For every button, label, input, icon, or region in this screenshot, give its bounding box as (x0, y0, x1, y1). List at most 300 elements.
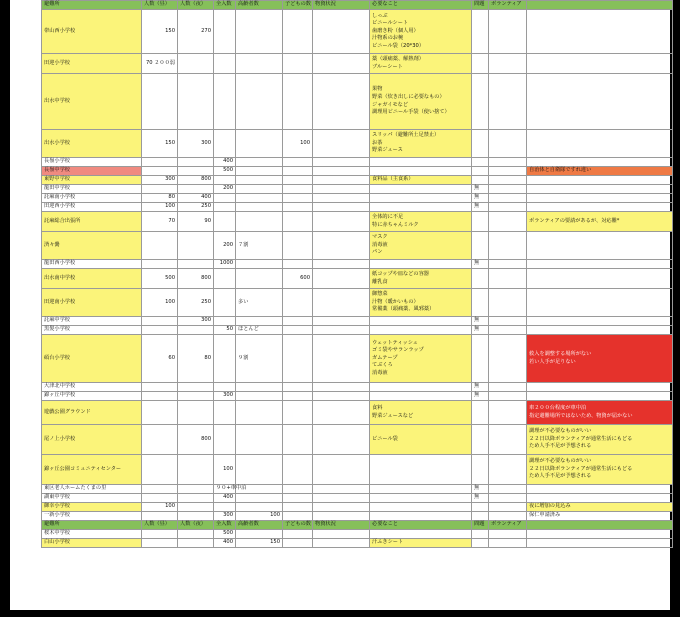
cell-day-count[interactable] (142, 539, 178, 548)
cell-shelter[interactable]: 桜木中学校 (42, 530, 142, 539)
cell-children-count[interactable]: 100 (283, 130, 313, 158)
column-header-needs[interactable]: 必要なこと (370, 521, 472, 530)
cell-children-count[interactable] (283, 74, 313, 130)
cell-notes[interactable]: 車２００台程度が車中泊 指定避難場所ではないため、物資が届かない (527, 401, 673, 425)
cell-volunteer[interactable] (489, 130, 527, 158)
cell-supplies-status[interactable] (313, 392, 370, 401)
cell-shelter[interactable]: 出水中学校 (42, 74, 142, 130)
cell-volunteer[interactable] (489, 176, 527, 185)
cell-volunteer[interactable] (489, 392, 527, 401)
cell-shelter[interactable]: 尾ノ上小学校 (42, 425, 142, 455)
cell-children-count[interactable] (283, 317, 313, 326)
cell-needs[interactable]: 汗ふきシート (370, 539, 472, 548)
cell-volunteer[interactable] (489, 530, 527, 539)
cell-elderly-count[interactable] (236, 167, 283, 176)
column-header-volunteer[interactable]: ボランティア (489, 1, 527, 10)
cell-night-count[interactable]: 400 (178, 194, 214, 203)
cell-shelter[interactable]: 託麻南小学校 (42, 194, 142, 203)
cell-night-count[interactable]: 250 (178, 203, 214, 212)
column-header-day-count[interactable]: 人数（昼） (142, 521, 178, 530)
cell-shelter[interactable]: 龍田中学校 (42, 185, 142, 194)
cell-night-count[interactable]: 300 (178, 317, 214, 326)
cell-total-count[interactable] (214, 383, 236, 392)
cell-total-count[interactable] (214, 401, 236, 425)
cell-total-count[interactable]: 300 (214, 512, 236, 521)
cell-supplies-status[interactable] (313, 167, 370, 176)
cell-children-count[interactable] (283, 539, 313, 548)
cell-volunteer[interactable] (489, 212, 527, 232)
cell-needs[interactable] (370, 185, 472, 194)
cell-children-count[interactable] (283, 512, 313, 521)
cell-children-count[interactable]: 600 (283, 269, 313, 289)
cell-supplies-status[interactable] (313, 494, 370, 503)
cell-volunteer[interactable] (489, 167, 527, 176)
cell-day-count[interactable] (142, 425, 178, 455)
cell-problem[interactable] (472, 539, 489, 548)
cell-day-count[interactable] (142, 232, 178, 260)
cell-shelter[interactable]: 東区老人ホームたくまの里 (42, 485, 142, 494)
cell-problem[interactable] (472, 335, 489, 383)
cell-children-count[interactable] (283, 530, 313, 539)
cell-shelter[interactable]: 田迎小学校 (42, 54, 142, 74)
cell-elderly-count[interactable] (236, 54, 283, 74)
cell-needs[interactable] (370, 167, 472, 176)
column-header-total-count[interactable]: 全入数 (214, 1, 236, 10)
cell-supplies-status[interactable] (313, 317, 370, 326)
cell-needs[interactable]: 食料品（主食系） (370, 176, 472, 185)
cell-day-count[interactable] (142, 383, 178, 392)
cell-needs[interactable] (370, 455, 472, 485)
cell-shelter[interactable]: 託麻総合出張所 (42, 212, 142, 232)
cell-day-count[interactable]: 80 (142, 194, 178, 203)
cell-children-count[interactable] (283, 54, 313, 74)
cell-notes[interactable] (527, 232, 673, 260)
cell-elderly-count[interactable] (236, 530, 283, 539)
cell-supplies-status[interactable] (313, 203, 370, 212)
cell-supplies-status[interactable] (313, 130, 370, 158)
cell-day-count[interactable]: 70 ２００弱 (142, 54, 178, 74)
cell-notes[interactable]: 夜に増加の見込み (527, 503, 673, 512)
cell-needs[interactable]: スリッパ（避難所土足禁止） お茶 野菜ジュース (370, 130, 472, 158)
column-header-supplies-status[interactable]: 物資状況 (313, 1, 370, 10)
cell-night-count[interactable]: 270 (178, 10, 214, 54)
cell-problem[interactable]: 無 (472, 185, 489, 194)
cell-night-count[interactable] (178, 485, 214, 494)
cell-supplies-status[interactable] (313, 194, 370, 203)
cell-night-count[interactable]: 800 (178, 269, 214, 289)
cell-needs[interactable]: 食料 野菜ジュースなど (370, 401, 472, 425)
column-header-shelter[interactable]: 避難所 (42, 521, 142, 530)
cell-shelter[interactable]: 御幸小学校 (42, 503, 142, 512)
cell-needs[interactable]: 薬（頭痛薬、解熱剤） ブルーシート (370, 54, 472, 74)
cell-shelter[interactable]: 大津北中学校 (42, 383, 142, 392)
cell-elderly-count[interactable] (236, 194, 283, 203)
cell-day-count[interactable]: 100 (142, 503, 178, 512)
cell-night-count[interactable] (178, 158, 214, 167)
cell-supplies-status[interactable] (313, 212, 370, 232)
cell-day-count[interactable]: 100 (142, 289, 178, 317)
cell-night-count[interactable] (178, 512, 214, 521)
cell-problem[interactable] (472, 10, 489, 54)
cell-problem[interactable] (472, 167, 489, 176)
column-header-problem[interactable]: 問題 (472, 1, 489, 10)
cell-shelter[interactable]: 錦ヶ丘公園コミュニティセンター (42, 455, 142, 485)
column-header-volunteer[interactable]: ボランティア (489, 521, 527, 530)
cell-shelter[interactable]: 碩台小学校 (42, 335, 142, 383)
cell-children-count[interactable] (283, 503, 313, 512)
cell-day-count[interactable] (142, 530, 178, 539)
cell-notes[interactable] (527, 317, 673, 326)
cell-day-count[interactable] (142, 401, 178, 425)
cell-volunteer[interactable] (489, 326, 527, 335)
column-header-elderly-count[interactable]: 高齢者数 (236, 521, 283, 530)
cell-shelter[interactable]: 東野中学校 (42, 176, 142, 185)
cell-total-count[interactable] (214, 269, 236, 289)
cell-shelter[interactable]: 田迎南小学校 (42, 289, 142, 317)
cell-total-count[interactable] (214, 317, 236, 326)
cell-elderly-count[interactable] (236, 455, 283, 485)
cell-night-count[interactable] (178, 503, 214, 512)
cell-needs[interactable] (370, 260, 472, 269)
cell-total-count[interactable] (214, 212, 236, 232)
cell-elderly-count[interactable] (236, 317, 283, 326)
cell-children-count[interactable] (283, 335, 313, 383)
cell-notes[interactable]: 調理が不必要なものがいい ２２日以降ボランティアが通常生活にもどる ため人手不足が予想される (527, 455, 673, 485)
cell-supplies-status[interactable] (313, 485, 370, 494)
cell-needs[interactable]: 果物 野菜（炊き出しに必要なもの） ジャガイモなど 調理用ビニール手袋（使い捨て） (370, 74, 472, 130)
cell-total-count[interactable]: 400 (214, 494, 236, 503)
cell-volunteer[interactable] (489, 425, 527, 455)
cell-elderly-count[interactable]: 100 (236, 512, 283, 521)
cell-problem[interactable]: 無 (472, 392, 489, 401)
cell-notes[interactable] (527, 494, 673, 503)
cell-supplies-status[interactable] (313, 401, 370, 425)
cell-notes[interactable] (527, 74, 673, 130)
cell-children-count[interactable] (283, 289, 313, 317)
cell-supplies-status[interactable] (313, 269, 370, 289)
cell-problem[interactable] (472, 176, 489, 185)
cell-shelter[interactable]: 錦ヶ丘中学校 (42, 392, 142, 401)
cell-supplies-status[interactable] (313, 289, 370, 317)
cell-needs[interactable] (370, 317, 472, 326)
cell-volunteer[interactable] (489, 260, 527, 269)
cell-elderly-count[interactable] (236, 130, 283, 158)
column-header-day-count[interactable]: 人数（昼） (142, 1, 178, 10)
cell-supplies-status[interactable] (313, 425, 370, 455)
cell-elderly-count[interactable] (236, 260, 283, 269)
cell-shelter[interactable]: 湖東中学校 (42, 494, 142, 503)
cell-children-count[interactable] (283, 494, 313, 503)
cell-day-count[interactable]: 100 (142, 203, 178, 212)
cell-children-count[interactable] (283, 455, 313, 485)
cell-children-count[interactable] (283, 232, 313, 260)
cell-notes[interactable] (527, 130, 673, 158)
cell-total-count[interactable] (214, 194, 236, 203)
cell-volunteer[interactable] (489, 383, 527, 392)
cell-problem[interactable] (472, 425, 489, 455)
cell-notes[interactable] (527, 530, 673, 539)
cell-elderly-count[interactable] (236, 494, 283, 503)
cell-needs[interactable] (370, 512, 472, 521)
column-header-supplies-status[interactable]: 物資状況 (313, 521, 370, 530)
cell-supplies-status[interactable] (313, 530, 370, 539)
cell-day-count[interactable] (142, 455, 178, 485)
cell-volunteer[interactable] (489, 485, 527, 494)
cell-night-count[interactable] (178, 260, 214, 269)
cell-elderly-count[interactable] (236, 74, 283, 130)
cell-day-count[interactable] (142, 494, 178, 503)
cell-needs[interactable] (370, 158, 472, 167)
cell-supplies-status[interactable] (313, 185, 370, 194)
cell-total-count[interactable] (214, 425, 236, 455)
cell-problem[interactable]: 無 (472, 494, 489, 503)
cell-needs[interactable]: 全体的に不足 特に赤ちゃんミルク (370, 212, 472, 232)
cell-problem[interactable]: 無 (472, 260, 489, 269)
column-header-elderly-count[interactable]: 高齢者数 (236, 1, 283, 10)
cell-night-count[interactable] (178, 383, 214, 392)
cell-notes[interactable] (527, 289, 673, 317)
cell-day-count[interactable] (142, 512, 178, 521)
cell-elderly-count[interactable] (236, 203, 283, 212)
cell-shelter[interactable]: 長嶺中学校 (42, 167, 142, 176)
cell-total-count[interactable] (214, 176, 236, 185)
cell-day-count[interactable] (142, 260, 178, 269)
cell-notes[interactable]: ボランティアの要請があるが、対応難* (527, 212, 673, 232)
cell-supplies-status[interactable] (313, 54, 370, 74)
cell-elderly-count[interactable] (236, 158, 283, 167)
cell-day-count[interactable] (142, 185, 178, 194)
cell-children-count[interactable] (283, 326, 313, 335)
cell-total-count[interactable]: 400 (214, 158, 236, 167)
cell-notes[interactable] (527, 485, 673, 494)
column-header-night-count[interactable]: 人数（夜） (178, 1, 214, 10)
cell-notes[interactable] (527, 185, 673, 194)
cell-problem[interactable] (472, 289, 489, 317)
cell-volunteer[interactable] (489, 539, 527, 548)
column-header-notes[interactable] (527, 521, 673, 530)
cell-volunteer[interactable] (489, 203, 527, 212)
cell-supplies-status[interactable] (313, 503, 370, 512)
cell-night-count[interactable] (178, 455, 214, 485)
cell-shelter[interactable]: 白山小学校 (42, 539, 142, 548)
cell-day-count[interactable]: 150 (142, 10, 178, 54)
cell-problem[interactable] (472, 158, 489, 167)
cell-elderly-count[interactable] (236, 212, 283, 232)
cell-notes[interactable]: 保仁申請済み (527, 512, 673, 521)
cell-night-count[interactable] (178, 232, 214, 260)
cell-elderly-count[interactable]: ７割 (236, 232, 283, 260)
cell-elderly-count[interactable] (236, 425, 283, 455)
cell-day-count[interactable] (142, 74, 178, 130)
cell-night-count[interactable] (178, 494, 214, 503)
cell-day-count[interactable] (142, 326, 178, 335)
cell-elderly-count[interactable] (236, 392, 283, 401)
cell-shelter[interactable]: 済々黌 (42, 232, 142, 260)
column-header-total-count[interactable]: 全入数 (214, 521, 236, 530)
cell-total-count[interactable]: 100 (214, 455, 236, 485)
cell-problem[interactable]: 無 (472, 203, 489, 212)
cell-night-count[interactable] (178, 167, 214, 176)
cell-day-count[interactable] (142, 485, 178, 494)
cell-total-count[interactable] (214, 289, 236, 317)
cell-notes[interactable] (527, 176, 673, 185)
cell-supplies-status[interactable] (313, 10, 370, 54)
cell-children-count[interactable] (283, 203, 313, 212)
cell-children-count[interactable] (283, 10, 313, 54)
cell-elderly-count[interactable]: 多い (236, 289, 283, 317)
cell-problem[interactable]: 無 (472, 317, 489, 326)
cell-night-count[interactable]: 250 (178, 289, 214, 317)
cell-children-count[interactable] (283, 383, 313, 392)
cell-volunteer[interactable] (489, 494, 527, 503)
cell-problem[interactable] (472, 401, 489, 425)
cell-volunteer[interactable] (489, 10, 527, 54)
cell-needs[interactable]: しっぷ ビニールシート 歯磨き粉（個人用） 汁物系のお椀 ビニール袋（20*30） (370, 10, 472, 54)
cell-elderly-count[interactable]: ９割 (236, 335, 283, 383)
column-header-children-count[interactable]: 子どもの数 (283, 1, 313, 10)
cell-volunteer[interactable] (489, 317, 527, 326)
cell-shelter[interactable]: 龍田西小学校 (42, 260, 142, 269)
cell-elderly-count[interactable] (236, 10, 283, 54)
cell-notes[interactable] (527, 392, 673, 401)
cell-shelter[interactable]: 託麻中学校 (42, 317, 142, 326)
cell-day-count[interactable] (142, 392, 178, 401)
column-header-problem[interactable]: 問題 (472, 521, 489, 530)
cell-needs[interactable] (370, 392, 472, 401)
cell-volunteer[interactable] (489, 158, 527, 167)
cell-needs[interactable]: ウェットティッシュ ゴミ袋やサランラップ ガムテープ てぶくろ 消毒液 (370, 335, 472, 383)
cell-elderly-count[interactable] (236, 401, 283, 425)
cell-total-count[interactable]: 300 (214, 392, 236, 401)
cell-volunteer[interactable] (489, 74, 527, 130)
cell-problem[interactable] (472, 232, 489, 260)
cell-elderly-count[interactable]: 150 (236, 539, 283, 548)
cell-supplies-status[interactable] (313, 74, 370, 130)
cell-total-count[interactable]: 200 (214, 232, 236, 260)
cell-children-count[interactable] (283, 158, 313, 167)
cell-total-count[interactable]: 50 (214, 326, 236, 335)
cell-day-count[interactable]: 70 (142, 212, 178, 232)
cell-needs[interactable]: ビニール袋 (370, 425, 472, 455)
cell-problem[interactable]: 無 (472, 326, 489, 335)
column-header-needs[interactable]: 必要なこと (370, 1, 472, 10)
cell-needs[interactable]: 御惣菜 汁物（暖かいもの） 常備薬（頭痛薬、風邪薬） (370, 289, 472, 317)
cell-supplies-status[interactable] (313, 335, 370, 383)
cell-notes[interactable] (527, 158, 673, 167)
cell-needs[interactable] (370, 503, 472, 512)
cell-needs[interactable]: マスク 消毒液 パン (370, 232, 472, 260)
cell-elderly-count[interactable] (236, 269, 283, 289)
cell-night-count[interactable] (178, 530, 214, 539)
cell-night-count[interactable]: 90 (178, 212, 214, 232)
cell-night-count[interactable] (178, 392, 214, 401)
cell-day-count[interactable]: 300 (142, 176, 178, 185)
cell-total-count[interactable] (214, 203, 236, 212)
cell-volunteer[interactable] (489, 401, 527, 425)
cell-day-count[interactable] (142, 167, 178, 176)
cell-children-count[interactable] (283, 176, 313, 185)
cell-notes[interactable] (527, 194, 673, 203)
cell-children-count[interactable] (283, 392, 313, 401)
cell-night-count[interactable] (178, 185, 214, 194)
cell-notes[interactable] (527, 326, 673, 335)
cell-volunteer[interactable] (489, 232, 527, 260)
cell-total-count[interactable]: ９０+車中泊 (214, 485, 236, 494)
cell-shelter[interactable]: 黒髪小学校 (42, 326, 142, 335)
cell-elderly-count[interactable] (236, 503, 283, 512)
cell-needs[interactable] (370, 194, 472, 203)
cell-notes[interactable] (527, 539, 673, 548)
cell-needs[interactable] (370, 494, 472, 503)
cell-supplies-status[interactable] (313, 260, 370, 269)
cell-problem[interactable] (472, 503, 489, 512)
cell-needs[interactable] (370, 203, 472, 212)
cell-notes[interactable] (527, 260, 673, 269)
cell-children-count[interactable] (283, 185, 313, 194)
column-header-children-count[interactable]: 子どもの数 (283, 521, 313, 530)
cell-shelter[interactable]: 出水小学校 (42, 130, 142, 158)
cell-night-count[interactable]: 80 (178, 335, 214, 383)
cell-children-count[interactable] (283, 194, 313, 203)
cell-children-count[interactable] (283, 401, 313, 425)
cell-supplies-status[interactable] (313, 383, 370, 392)
cell-children-count[interactable] (283, 212, 313, 232)
cell-notes[interactable]: 調理が不必要なものがいい ２２日以降ボランティアが通常生活にもどる ため人手不足が予想される (527, 425, 673, 455)
cell-problem[interactable] (472, 130, 489, 158)
cell-day-count[interactable] (142, 317, 178, 326)
cell-night-count[interactable] (178, 401, 214, 425)
column-header-shelter[interactable]: 避難所 (42, 1, 142, 10)
cell-total-count[interactable]: 200 (214, 185, 236, 194)
cell-total-count[interactable] (214, 130, 236, 158)
cell-elderly-count[interactable] (236, 383, 283, 392)
cell-problem[interactable] (472, 530, 489, 539)
cell-night-count[interactable] (178, 539, 214, 548)
cell-total-count[interactable] (214, 74, 236, 130)
cell-problem[interactable] (472, 269, 489, 289)
cell-shelter[interactable]: 出水南中学校 (42, 269, 142, 289)
cell-supplies-status[interactable] (313, 232, 370, 260)
cell-total-count[interactable]: 1000 (214, 260, 236, 269)
cell-needs[interactable] (370, 530, 472, 539)
cell-shelter[interactable]: 帯山西小学校 (42, 10, 142, 54)
cell-supplies-status[interactable] (313, 539, 370, 548)
cell-children-count[interactable] (283, 260, 313, 269)
cell-problem[interactable]: 無 (472, 383, 489, 392)
cell-problem[interactable] (472, 74, 489, 130)
cell-volunteer[interactable] (489, 54, 527, 74)
cell-shelter[interactable]: 田迎西小学校 (42, 203, 142, 212)
cell-night-count[interactable]: 800 (178, 425, 214, 455)
cell-problem[interactable] (472, 212, 489, 232)
cell-shelter[interactable]: 遊戯公園グラウンド (42, 401, 142, 425)
cell-volunteer[interactable] (489, 512, 527, 521)
cell-supplies-status[interactable] (313, 512, 370, 521)
cell-needs[interactable] (370, 383, 472, 392)
cell-notes[interactable] (527, 54, 673, 74)
cell-total-count[interactable]: 500 (214, 167, 236, 176)
cell-night-count[interactable]: 300 (178, 130, 214, 158)
cell-supplies-status[interactable] (313, 158, 370, 167)
cell-total-count[interactable] (214, 54, 236, 74)
cell-children-count[interactable] (283, 167, 313, 176)
cell-volunteer[interactable] (489, 455, 527, 485)
cell-volunteer[interactable] (489, 194, 527, 203)
cell-night-count[interactable] (178, 54, 214, 74)
cell-problem[interactable]: 無 (472, 194, 489, 203)
cell-total-count[interactable] (214, 335, 236, 383)
cell-notes[interactable] (527, 383, 673, 392)
